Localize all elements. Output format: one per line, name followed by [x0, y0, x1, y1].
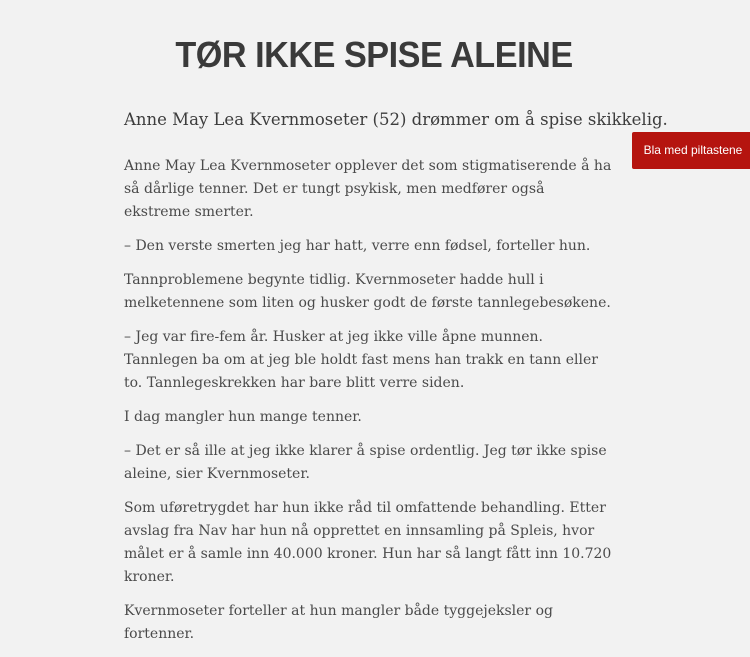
body-paragraph: – Det er så ille at jeg ikke klarer å spise ordentlig. Jeg tør ikke spise aleine, sier Kvernmoseter. [124, 443, 607, 482]
body-paragraph: Tannproblemene begynte tidlig. Kvernmoseter hadde hull i melketennene som liten og husker godt de første tannlegebesøkene. [124, 272, 611, 311]
body-paragraph: Anne May Lea Kvernmoseter opplever det som stigmatiserende å ha så dårlige tenner. Det er tungt psykisk, men medfører også ekstreme smerter. [124, 158, 612, 220]
lead-paragraph: Anne May Lea Kvernmoseter (52) drømmer om å spise skikkelig. [124, 110, 668, 129]
headline: TØR IKKE SPISE ALEINE [175, 34, 573, 75]
body-paragraph: – Den verste smerten jeg har hatt, verre enn fødsel, forteller hun. [124, 238, 591, 254]
body-paragraph: – Jeg var fire-fem år. Husker at jeg ikke ville åpne munnen. Tannlegen ba om at jeg ble holdt fast mens han trakk en tann eller to. Tannlegeskrekken har bare blitt verre siden. [124, 329, 598, 391]
body-paragraph: Som uføretrygdet har hun ikke råd til omfattende behandling. Etter avslag fra Nav har hun nå opprettet en innsamling på Spleis, hvor målet er å samle inn 40.000 kroner. Hun har så langt fått inn 10.720 kroner. [124, 500, 612, 585]
body-paragraph: I dag mangler hun mange tenner. [124, 409, 362, 425]
article-body [124, 155, 614, 657]
body-paragraph: Kvernmoseter forteller at hun mangler både tyggejeksler og fortenner. [124, 603, 553, 642]
arrow-keys-hint-button[interactable]: Bla med piltastene [632, 132, 750, 169]
